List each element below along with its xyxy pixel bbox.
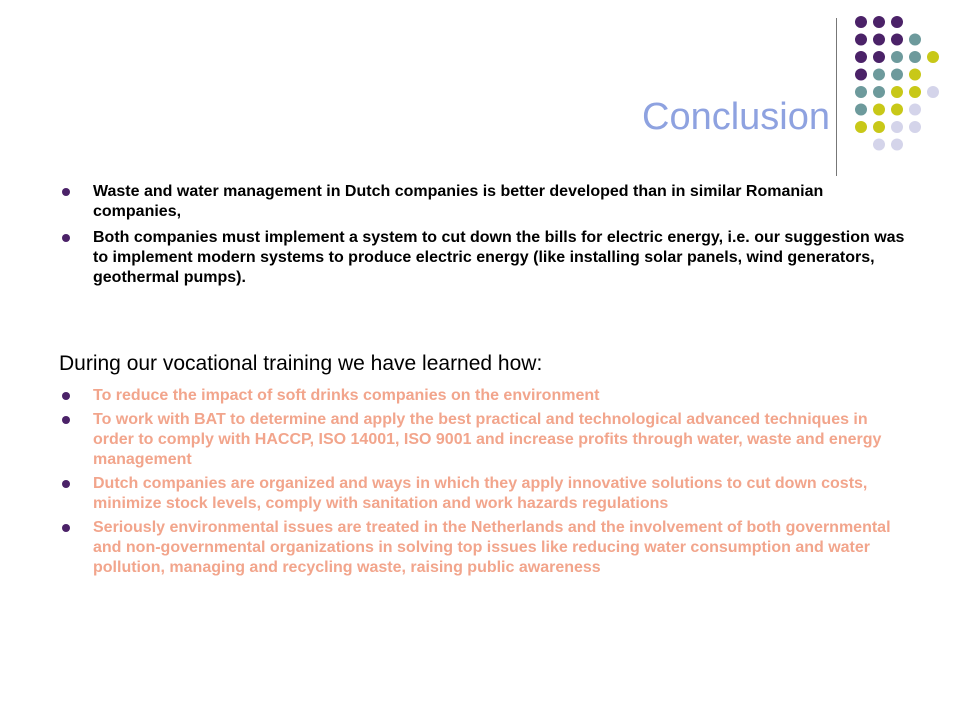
learned-item (62, 386, 912, 406)
decorative-dot (891, 16, 903, 28)
decorative-dot (909, 51, 921, 63)
decorative-dot (927, 86, 939, 98)
decorative-dot (855, 34, 867, 46)
decorative-dot (855, 16, 867, 28)
decorative-dot (891, 51, 903, 63)
decorative-dot (909, 69, 921, 81)
learned-bullet-list (62, 386, 912, 582)
learned-text: To work with BAT to determine and apply the best practical and technological advanced techniques in order to comply with HACCP, ISO 14001, ISO 9001 and increase profits through water, waste and energy management (93, 411, 882, 468)
decorative-dot (927, 51, 939, 63)
bullet-icon (62, 234, 70, 242)
bullet-icon (62, 480, 70, 488)
decorative-dot (891, 139, 903, 151)
decorative-dot (891, 104, 903, 116)
learned-item (62, 410, 912, 470)
bullet-icon (62, 188, 70, 196)
learned-subheading: During our vocational training we have learned how: (59, 352, 543, 375)
decorative-dot (855, 86, 867, 98)
learned-text: Dutch companies are organized and ways in which they apply innovative solutions to cut down costs, minimize stock levels, comply with sanitation and work hazards regulations (93, 475, 868, 512)
decorative-dot (891, 69, 903, 81)
decorative-dot (909, 104, 921, 116)
decorative-dot (891, 34, 903, 46)
slide-title: Conclusion (642, 96, 830, 138)
decorative-dot (873, 34, 885, 46)
decorative-dot (873, 16, 885, 28)
bullet-item (62, 228, 912, 288)
bullet-text: Both companies must implement a system to cut down the bills for electric energy, i.e. our suggestion was to implement modern systems to produce electric energy (like installing solar panels, wind generators, geothermal pumps). (93, 229, 905, 286)
bullet-icon (62, 524, 70, 532)
learned-text: To reduce the impact of soft drinks companies on the environment (93, 387, 600, 404)
decorative-dot (873, 139, 885, 151)
learned-item (62, 474, 912, 514)
decorative-dot (873, 86, 885, 98)
decorative-dot (873, 51, 885, 63)
decorative-dot (855, 104, 867, 116)
learned-item (62, 518, 912, 578)
decorative-dot (873, 121, 885, 133)
learned-text: Seriously environmental issues are treated in the Netherlands and the involvement of both governmental and non-governmental organizations in solving top issues like reducing water consumption and water pollution, managing and recycling waste, raising public awareness (93, 519, 891, 576)
decorative-dot (909, 86, 921, 98)
decorative-dot (855, 121, 867, 133)
decorative-dot (873, 69, 885, 81)
decorative-dot (891, 86, 903, 98)
bullet-icon (62, 416, 70, 424)
conclusion-bullet-list (62, 182, 912, 294)
decorative-dot (873, 104, 885, 116)
bullet-icon (62, 392, 70, 400)
bullet-item (62, 182, 912, 222)
decorative-dot (891, 121, 903, 133)
bullet-text: Waste and water management in Dutch companies is better developed than in similar Romanian companies, (93, 183, 824, 220)
decorative-dot (909, 34, 921, 46)
title-divider-line (836, 18, 837, 176)
decorative-dot (855, 51, 867, 63)
decorative-dot (909, 121, 921, 133)
decorative-dot (855, 69, 867, 81)
